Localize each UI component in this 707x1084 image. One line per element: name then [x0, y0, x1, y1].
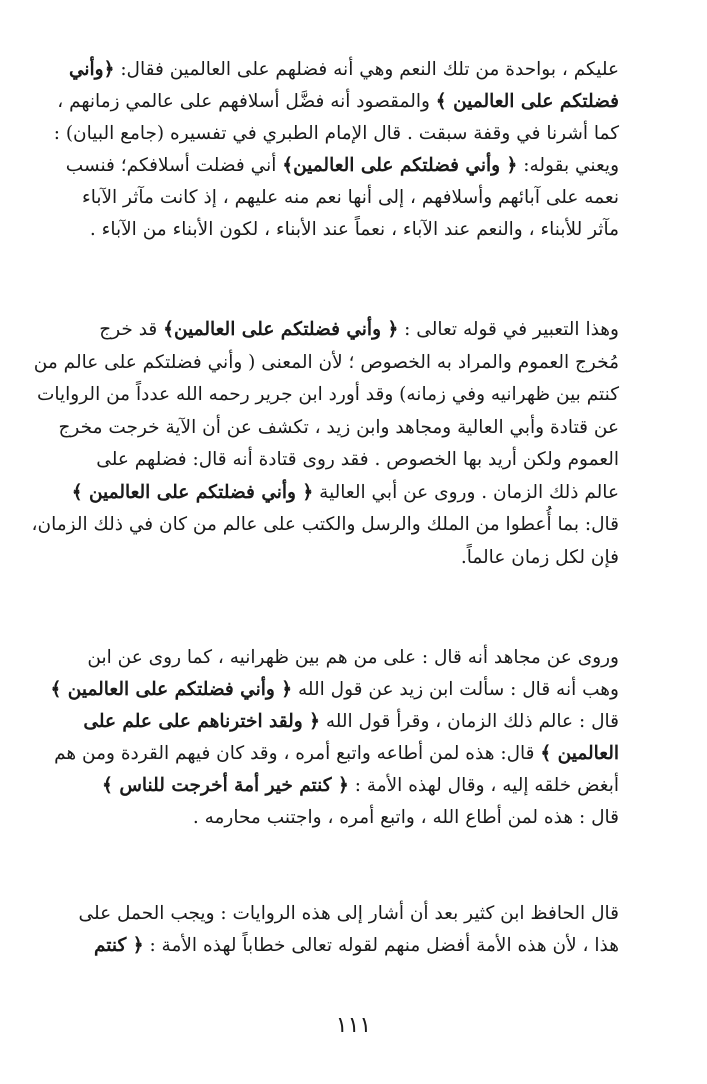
text-line — [99, 314, 619, 346]
text-line — [31, 509, 619, 541]
text-line — [53, 118, 619, 150]
line-text: وهذا التعبير في قوله تعالى : — [398, 319, 619, 340]
line-text: أني فضلت أسلافكم؛ فنسب — [65, 155, 283, 176]
text-line — [78, 898, 619, 930]
text-line — [93, 930, 619, 962]
text-line — [83, 706, 619, 738]
text-line — [58, 412, 619, 444]
line-text: قال : عالم ذلك الزمان ، وقرأ قول الله — [319, 711, 619, 732]
text-line — [57, 86, 619, 118]
text-line — [89, 214, 619, 246]
text-line — [68, 54, 619, 86]
line-text: كما أشرنا في وقفة سبقت . قال الإمام الطبري في تفسيره (جامع البيان) : — [53, 123, 619, 144]
line-text: ويعني بقوله: — [517, 155, 619, 176]
text-line — [112, 542, 619, 574]
line-text: كنتم بين ظهرانيه وفي زمانه) وقد أورد ابن جرير رحمه الله عدداً من الروايات — [36, 384, 619, 405]
quran-verse-quote: ﴿ كنتم خير أمة أخرجت للناس ﴾ — [102, 775, 349, 796]
line-text: أبغض خلقه إليه ، وقال لهذه الأمة : — [348, 775, 619, 796]
line-text: قال: هذه لمن أطاعه واتبع أمره ، وقد كان فيهم القردة ومن هم — [54, 743, 541, 764]
text-line — [102, 770, 619, 802]
text-line — [112, 802, 619, 834]
line-text: وروى عن مجاهد أنه قال : على من هم بين ظهرانيه ، كما روى عن ابن — [87, 647, 619, 668]
line-text: قال: بما أُعطوا من الملك والرسل والكتب على عالم من كان في ذلك الزمان، — [31, 514, 619, 535]
text-line — [87, 642, 619, 674]
line-text: فإن لكل زمان عالماً. — [460, 546, 619, 568]
quran-verse-quote: ﴿ ولقد اخترناهم على علم على — [83, 711, 320, 732]
text-line — [96, 444, 619, 476]
text-line — [36, 379, 619, 411]
quran-verse-quote: العالمين ﴾ — [540, 743, 619, 764]
line-text: وهب أنه قال : سألت ابن زيد عن قول الله — [292, 679, 619, 700]
line-text: العموم ولكن أريد بها الخصوص . فقد روى قتادة أنه قال: فضلهم على — [96, 449, 619, 470]
line-text: عن قتادة وأبي العالية ومجاهد وابن زيد ، تكشف عن أن الآية خرجت مخرج — [58, 416, 619, 438]
quran-verse-quote: ﴿وأني — [68, 59, 115, 80]
quran-verse-quote: فضلتكم على العالمين ﴾ — [435, 91, 619, 112]
line-text: مآثر للأبناء ، والنعم عند الآباء ، نعماً عند الأبناء ، لكون الأبناء من الآباء . — [89, 219, 619, 240]
quran-verse-quote: ﴿ وأني فضلتكم على العالمين﴾ — [282, 155, 518, 176]
text-line — [65, 150, 619, 182]
text-line — [54, 738, 619, 770]
line-text: عالم ذلك الزمان . وروى عن أبي العالية — [313, 481, 619, 503]
line-text: عليكم ، بواحدة من تلك النعم وهي أنه فضلهم على العالمين فقال: — [114, 59, 619, 80]
line-text: مُخرج العموم والمراد به الخصوص ؛ لأن المعنى ( وأني فضلتكم على عالم من — [33, 351, 619, 373]
quran-verse-quote: ﴿ وأني فضلتكم على العالمين ﴾ — [71, 481, 314, 503]
line-text: قد خرج — [99, 319, 164, 340]
line-text: هذا ، لأن هذه الأمة أفضل منهم لقوله تعالى خطاباً لهذه الأمة : — [143, 935, 619, 956]
text-line — [71, 477, 619, 509]
quran-verse-quote: ﴿ كنتم — [93, 935, 144, 956]
text-line — [33, 347, 619, 379]
line-text: والمقصود أنه فضَّل أسلافهم على عالمي زمانهم ، — [57, 91, 436, 112]
line-text: قال الحافظ ابن كثير بعد أن أشار إلى هذه الروايات : ويجب الحمل على — [78, 903, 619, 924]
text-line — [82, 182, 619, 214]
text-line — [50, 674, 619, 706]
quran-verse-quote: ﴿ وأني فضلتكم على العالمين ﴾ — [50, 679, 293, 700]
quran-verse-quote: ﴿ وأني فضلتكم على العالمين﴾ — [163, 319, 399, 340]
line-text: نعمه على آبائهم وأسلافهم ، إلى أنها نعم منه عليهم ، إذ كانت مآثر الآباء — [82, 187, 619, 208]
page-number: ١١١ — [335, 1013, 372, 1038]
line-text: قال : هذه لمن أطاع الله ، واتبع أمره ، واجتنب محارمه . — [192, 807, 619, 828]
